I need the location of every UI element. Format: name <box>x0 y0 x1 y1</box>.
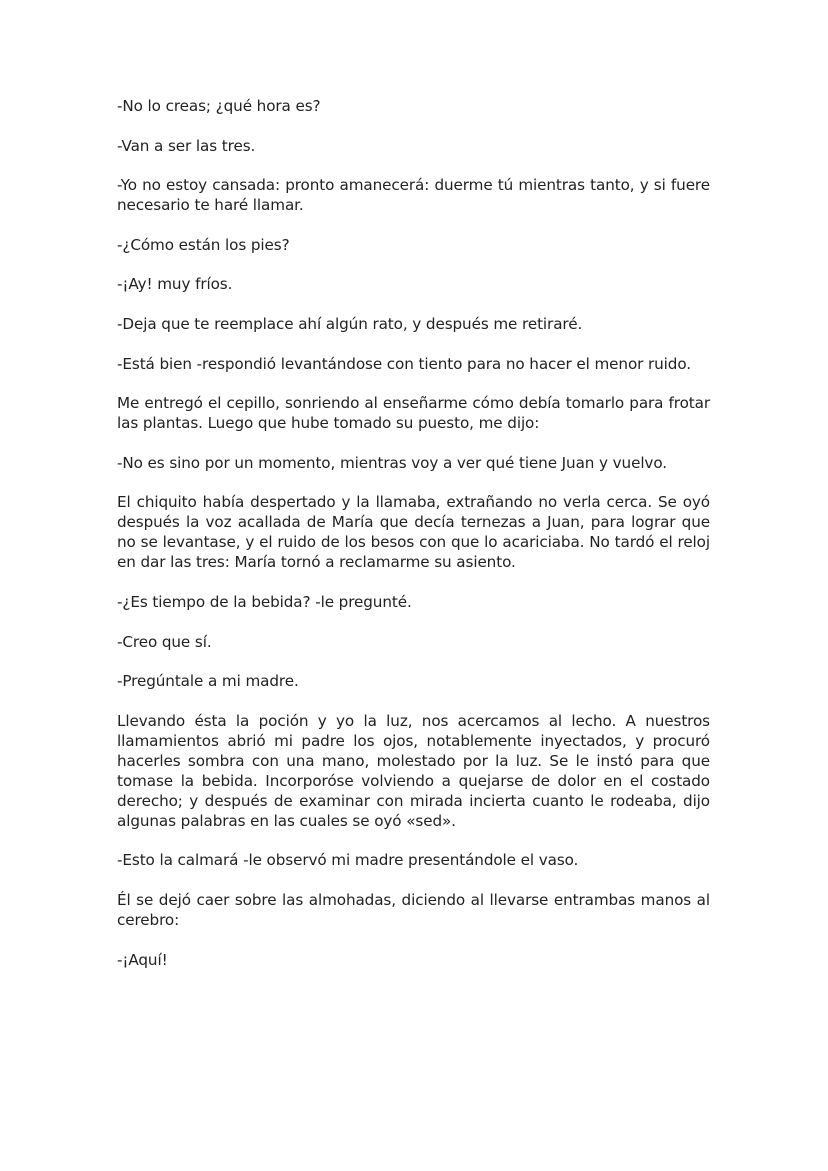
paragraph: El chiquito había despertado y la llamaba, extrañando no verla cerca. Se oyó después la voz acallada de María que decía ternezas a Juan, para lograr que no se levantase, y el ruido de los besos con que lo acariciaba. No tardó el reloj en dar las tres: María tornó a reclamarme su asiento. <box>117 493 710 572</box>
paragraph: -Yo no estoy cansada: pronto amanecerá: duerme tú mientras tanto, y si fuere necesario te haré llamar. <box>117 176 710 215</box>
paragraph: -Deja que te reemplace ahí algún rato, y después me retiraré. <box>117 314 583 333</box>
paragraph: -No es sino por un momento, mientras voy a ver qué tiene Juan y vuelvo. <box>117 453 667 472</box>
paragraph: -¡Aquí! <box>117 950 168 969</box>
paragraph: Me entregó el cepillo, sonriendo al enseñarme cómo debía tomarlo para frotar las plantas. Luego que hube tomado su puesto, me dijo: <box>117 394 710 433</box>
paragraph: -¿Cómo están los pies? <box>117 235 290 254</box>
paragraph: -Van a ser las tres. <box>117 136 256 155</box>
paragraph: -Esto la calmará -le observó mi madre presentándole el vaso. <box>117 851 579 870</box>
paragraph: -¿Es tiempo de la bebida? -le pregunté. <box>117 592 412 611</box>
paragraph: Él se dejó caer sobre las almohadas, diciendo al llevarse entrambas manos al cerebro: <box>117 890 710 929</box>
paragraph: -No lo creas; ¿qué hora es? <box>117 97 321 115</box>
paragraph: -Pregúntale a mi madre. <box>117 672 299 691</box>
paragraph: -¡Ay! muy fríos. <box>117 275 233 294</box>
paragraph: -Está bien -respondió levantándose con tiento para no hacer el menor ruido. <box>117 354 691 373</box>
document-page <box>117 96 710 989</box>
paragraph: -Creo que sí. <box>117 632 212 651</box>
paragraph: Llevando ésta la poción y yo la luz, nos acercamos al lecho. A nuestros llamamientos abrió mi padre los ojos, notablemente inyectados, y procuró hacerles sombra con una mano, molestado por la luz. Se le instó para que tomase la bebida. Incorporóse volviendo a quejarse de dolor en el costado derecho; y después de examinar con mirada incierta cuanto le rodeaba, dijo algunas palabras en las cuales se oyó «sed». <box>117 711 710 830</box>
